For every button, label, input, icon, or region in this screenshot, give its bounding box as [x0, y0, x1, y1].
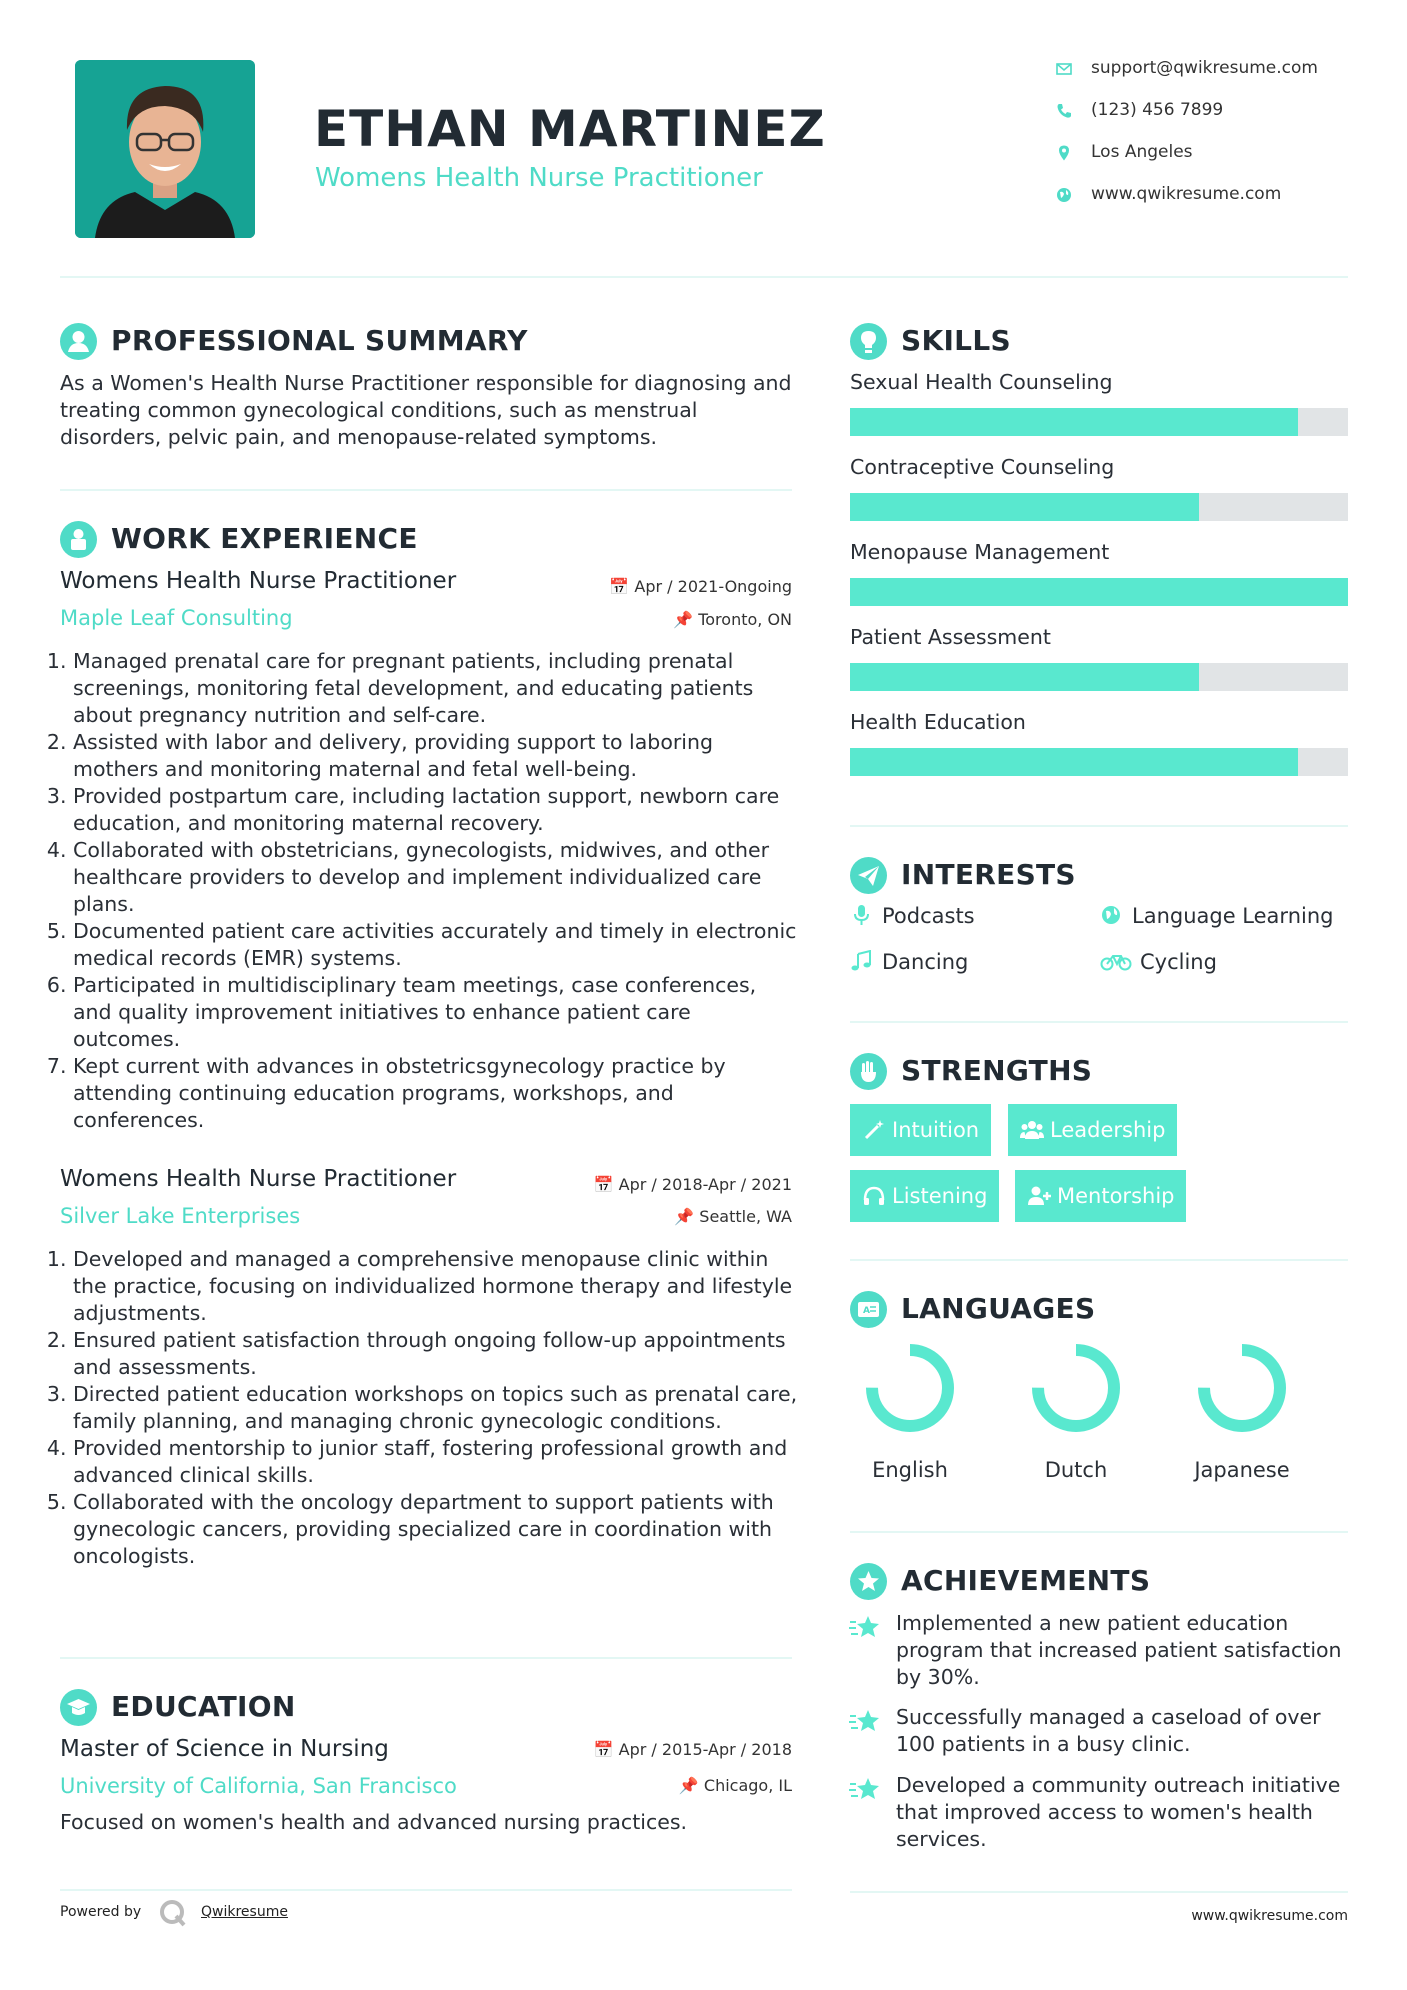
list-item: 4. Collaborated with obstetricians, gynecologists, midwives, and other healthcare providers to develop and implement individualized care plans.: [73, 837, 798, 918]
list-item: 1. Developed and managed a comprehensive menopause clinic within the practice, focusing on individualized hormone therapy and lifestyle adjustments.: [73, 1246, 798, 1327]
pushpin-icon: 📌: [678, 1776, 699, 1795]
strength-intuition-label: Intuition: [892, 1118, 980, 1142]
list-item: 7. Kept current with advances in obstetricsgynecology practice by attending continuing education programs, workshops, and conferences.: [73, 1053, 798, 1134]
job-2-location: [560, 1207, 792, 1226]
job-1-company: Maple Leaf Consulting: [60, 606, 293, 630]
shooting-star-icon: [848, 1612, 882, 1642]
education-text: Focused on women's health and advanced nursing practices.: [60, 1810, 688, 1834]
language-ring: [1194, 1340, 1290, 1436]
language-card-icon: [850, 1291, 887, 1328]
skill-label: Sexual Health Counseling: [850, 370, 1113, 394]
strength-listening-label: Listening: [892, 1184, 988, 1208]
job-2-dates-text: Apr / 2018-Apr / 2021: [618, 1175, 792, 1194]
skill-bar: [850, 748, 1348, 776]
skill-bar-fill: [850, 663, 1199, 691]
skill-bar-fill: [850, 748, 1298, 776]
users-icon: [1020, 1119, 1044, 1141]
globe-icon: [1055, 186, 1073, 204]
achievements-divider: [850, 1891, 1348, 1893]
education-degree: Master of Science in Nursing: [60, 1736, 389, 1762]
strength-listening: [850, 1170, 999, 1222]
achievement-1: Implemented a new patient education program that increased patient satisfaction by 30%.: [896, 1611, 1342, 1689]
language-label: English: [872, 1458, 948, 1482]
strengths-divider: [850, 1259, 1348, 1261]
strength-leadership: [1008, 1104, 1177, 1156]
calendar-icon: 📅: [593, 1175, 614, 1194]
interest-cycling: [1100, 950, 1217, 974]
skill-bar: [850, 408, 1348, 436]
bicycle-icon: [1100, 950, 1132, 972]
music-note-icon: [850, 950, 874, 972]
interest-language-learning-label: Language Learning: [1132, 904, 1334, 928]
languages-divider: [850, 1531, 1348, 1533]
skill-bar-fill: [850, 408, 1298, 436]
job-1-location-text: Toronto, ON: [698, 610, 792, 629]
contact-location-text: Los Angeles: [1091, 142, 1193, 162]
list-item: 2. Ensured patient satisfaction through ongoing follow-up appointments and assessments.: [73, 1327, 798, 1381]
list-item: 2. Assisted with labor and delivery, providing support to laboring mothers and monitoring maternal and fetal well-being.: [73, 729, 798, 783]
experience-title: WORK EXPERIENCE: [111, 522, 418, 555]
experience-divider: [60, 1657, 792, 1659]
skill-bar: [850, 578, 1348, 606]
skill-label: Health Education: [850, 710, 1026, 734]
language-label: Dutch: [1044, 1458, 1108, 1482]
interest-cycling-label: Cycling: [1140, 950, 1217, 974]
contact-phone[interactable]: [1055, 100, 1355, 130]
summary-divider: [60, 489, 792, 491]
job-1-title: Womens Health Nurse Practitioner: [60, 568, 457, 594]
education-location: [560, 1776, 792, 1795]
list-item: 1. Managed prenatal care for pregnant patients, including prenatal screenings, monitoring fetal development, and educating patients about pregnancy nutrition and self-care.: [73, 648, 798, 729]
list-item: 3. Directed patient education workshops on topics such as prenatal care, family planning, and managing chronic gynecologic conditions.: [73, 1381, 798, 1435]
interests-divider: [850, 1021, 1348, 1023]
briefcase-icon: [60, 521, 97, 558]
list-item: 4. Provided mentorship to junior staff, fostering professional growth and advanced clinical skills.: [73, 1435, 798, 1489]
achievement-3: Developed a community outreach initiative that improved access to women's health services.: [896, 1773, 1341, 1851]
user-circle-icon: [60, 323, 97, 360]
contact-email[interactable]: [1055, 58, 1355, 88]
contact-location: [1055, 142, 1355, 172]
strength-mentorship: [1015, 1170, 1186, 1222]
powered-by-label: Powered by: [60, 1904, 142, 1920]
profile-photo: [75, 60, 255, 238]
calendar-icon: 📅: [593, 1740, 614, 1759]
job-2-company: Silver Lake Enterprises: [60, 1204, 301, 1228]
magic-wand-icon: [862, 1119, 886, 1141]
skills-divider: [850, 825, 1348, 827]
interest-language-learning: [1100, 904, 1333, 928]
skill-bar: [850, 663, 1348, 691]
summary-title: PROFESSIONAL SUMMARY: [111, 324, 528, 357]
skill-bar-fill: [850, 578, 1348, 606]
globe-icon: [1100, 904, 1124, 926]
graduation-cap-icon: [60, 1689, 97, 1726]
interest-dancing-label: Dancing: [882, 950, 969, 974]
skill-label: Contraceptive Counseling: [850, 455, 1115, 479]
list-item: 6. Participated in multidisciplinary team meetings, case conferences, and quality improvement initiatives to enhance patient care outcomes.: [73, 972, 798, 1053]
job-2-dates: [540, 1175, 792, 1194]
education-location-text: Chicago, IL: [703, 1776, 792, 1795]
headphones-icon: [862, 1185, 886, 1207]
language-ring: [862, 1340, 958, 1436]
svg-text:A: A: [863, 1306, 870, 1316]
skills-title: SKILLS: [901, 324, 1011, 357]
skill-label: Menopause Management: [850, 540, 1110, 564]
language-ring-arc: [1038, 1350, 1114, 1426]
languages-title: LANGUAGES: [901, 1292, 1096, 1325]
job-2-title: Womens Health Nurse Practitioner: [60, 1166, 457, 1192]
shooting-star-icon: [848, 1774, 882, 1804]
hand-icon: [850, 1053, 887, 1090]
map-pin-icon: [1055, 144, 1073, 162]
contact-website-text: www.qwikresume.com: [1091, 184, 1282, 204]
strength-leadership-label: Leadership: [1050, 1118, 1166, 1142]
language-label: Japanese: [1194, 1458, 1290, 1482]
skill-bar: [850, 493, 1348, 521]
education-dates-text: Apr / 2015-Apr / 2018: [618, 1740, 792, 1759]
shooting-star-icon: [848, 1706, 882, 1736]
phone-icon: [1055, 102, 1073, 120]
language-ring-arc: [872, 1350, 948, 1426]
header-divider: [60, 276, 1348, 278]
qwikresume-logo-icon: [158, 1898, 188, 1928]
qwikresume-link[interactable]: Qwikresume: [201, 1904, 288, 1920]
list-item: 5. Collaborated with the oncology department to support patients with gynecologic cancers, providing specialized care in coordination with oncologists.: [73, 1489, 798, 1570]
achievement-2: Successfully managed a caseload of over 100 patients in a busy clinic.: [896, 1705, 1321, 1756]
education-school: University of California, San Francisco: [60, 1774, 457, 1798]
contact-phone-text: (123) 456 7899: [1091, 100, 1224, 120]
language-ring-arc: [1204, 1350, 1280, 1426]
language-ring: [1028, 1340, 1124, 1436]
contact-website[interactable]: [1055, 184, 1355, 214]
job-1-items: [53, 648, 798, 1134]
strengths-title: STRENGTHS: [901, 1054, 1093, 1087]
interests-title: INTERESTS: [901, 858, 1076, 891]
list-item: 5. Documented patient care activities accurately and timely in electronic medical records (EMR) systems.: [73, 918, 798, 972]
contact-email-text: support@qwikresume.com: [1091, 58, 1318, 78]
microphone-icon: [850, 904, 874, 926]
strength-mentorship-label: Mentorship: [1057, 1184, 1175, 1208]
job-1-dates: [560, 577, 792, 596]
job-2-items: [53, 1246, 798, 1570]
summary-text: As a Women's Health Nurse Practitioner responsible for diagnosing and treating common gynecological conditions, such as menstrual disorders, pelvic pain, and menopause-related symptoms.: [60, 371, 792, 449]
job-2-location-text: Seattle, WA: [699, 1207, 792, 1226]
skill-label: Patient Assessment: [850, 625, 1051, 649]
job-1-dates-text: Apr / 2021-Ongoing: [634, 577, 792, 596]
education-dates: [540, 1740, 792, 1759]
education-title: EDUCATION: [111, 1690, 296, 1723]
pushpin-icon: 📌: [674, 1207, 695, 1226]
achievements-title: ACHIEVEMENTS: [901, 1564, 1151, 1597]
strength-intuition: [850, 1104, 991, 1156]
job-1-location: [560, 610, 792, 629]
star-badge-icon: [850, 1563, 887, 1600]
envelope-icon: [1055, 60, 1073, 78]
interest-podcasts-label: Podcasts: [882, 904, 975, 928]
footer-url[interactable]: www.qwikresume.com: [1191, 1908, 1348, 1924]
candidate-role: Womens Health Nurse Practitioner: [315, 163, 763, 193]
interest-dancing: [850, 950, 968, 974]
list-item: 3. Provided postpartum care, including lactation support, newborn care education, and monitoring maternal recovery.: [73, 783, 798, 837]
education-divider: [60, 1889, 792, 1891]
pushpin-icon: 📌: [673, 610, 694, 629]
user-plus-icon: [1027, 1185, 1051, 1207]
skill-bar-fill: [850, 493, 1199, 521]
calendar-icon: 📅: [609, 577, 630, 596]
interest-podcasts: [850, 904, 975, 928]
lightbulb-icon: [850, 323, 887, 360]
candidate-name: ETHAN MARTINEZ: [314, 100, 826, 158]
paper-plane-icon: [850, 857, 887, 894]
